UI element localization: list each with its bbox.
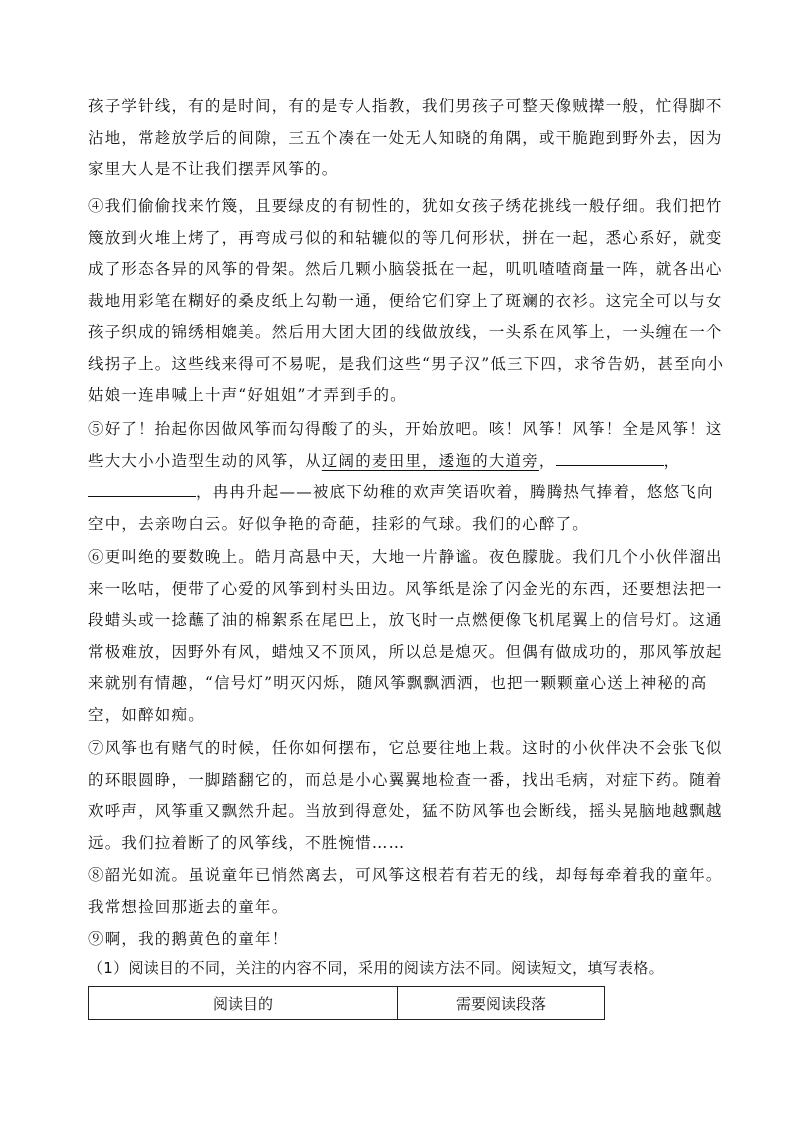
table-header-row [89,987,605,1020]
paragraph-9: ⑨啊，我的鹅黄色的童年！ [88,930,289,948]
paragraph-5-separator-2: ， [663,451,681,470]
question-1: （1）阅读目的不同，关注的内容不同，采用的阅读方法不同。阅读短文，填写表格。 [88,959,664,977]
paragraph-8: ⑧韶光如流。虽说童年已悄然离去，可风筝这根若有若无的线，却每每牵着我的童年。我常想捡回那逝去的童年。 [88,866,723,916]
table-header-purpose: 阅读目的 [89,987,398,1020]
paragraph-6: ⑥更叫绝的要数晚上。皓月高悬中天，大地一片静谧。夜色朦胧。我们几个小伙伴溜出来一吆咕，便带了心爱的风筝到村头田边。风筝纸是涂了闪金光的东西，还要想法把一段蜡头或一捻蘸了油的棉絮系在尾巴上，放飞时一点燃便像飞机尾翼上的信号灯。这通常极难放，因野外有风，蜡烛又不顶风，所以总是熄灭。但偶有做成功的，那风筝放起来就别有情趣，“信号灯”明灭闪烁，随风筝飘飘洒洒，也把一颗颗童心送上神秘的高空，如醉如痴。 [88,548,723,724]
table-header-paragraphs: 需要阅读段落 [398,987,605,1020]
reading-table [88,986,605,1020]
paragraph-7: ⑦风筝也有赌气的时候，任你如何摆布，它总要往地上栽。这时的小伙伴决不会张飞似的环眼圆睁，一脚踏翻它的，而总是小心翼翼地检查一番，找出毛病，对症下药。随着欢呼声，风筝重又飘然升起。当放到得意处，猛不防风筝也会断线，摇头晃脑地越飘越远。我们拉着断了的风筝线，不胜惋惜…… [88,739,723,852]
fill-blank-2[interactable] [88,495,196,497]
fill-blank-1[interactable] [556,464,664,466]
paragraph-5-separator-1: ， [538,451,556,470]
paragraph-intro: 孩子学针线，有的是时间，有的是专人指教，我们男孩子可整天像贼撵一般，忙得脚不沾地，常趁放学后的间隙，三五个凑在一处无人知晓的角隅，或干脆跑到野外去，因为家里大人是不让我们摆弄风筝的。 [88,97,723,178]
paragraph-5-text-b: ，冉冉升起——被底下幼稚的欢声笑语吹着，腾腾热气捧着，悠悠飞向空中，去亲吻白云。好似争艳的奇葩，挂彩的气球。我们的心醉了。 [88,483,714,533]
paragraph-5-underlined-phrase: 辽阔的麦田里，逶迤的大道旁 [321,451,539,470]
paragraph-5-text-a: ⑤好了！抬起你因做风筝而勾得酸了的头，开始放吧。咳！风筝！风筝！全是风筝！这些大大小小造型生动的风筝，从 [88,420,723,470]
paragraph-4: ④我们偷偷找来竹篾，且要绿皮的有韧性的，犹如女孩子绣花挑线一般仔细。我们把竹篾放到火堆上烤了，再弯成弓似的和轱辘似的等几何形状，拼在一起，悉心系好，就变成了形态各异的风筝的骨架。然后几颗小脑袋抵在一起，叽叽喳喳商量一阵，就各出心裁地用彩笔在糊好的桑皮纸上勾勒一通，便给它们穿上了斑斓的衣衫。这完全可以与女孩子织成的锦绣相媲美。然后用大团大团的线做放线，一头系在风筝上，一头缠在一个线拐子上。这些线来得可不易呢，是我们这些“男子汉”低三下四，求爷告奶，甚至向小姑娘一连串喊上十声“好姐姐”才弄到手的。 [88,197,725,404]
paragraph-5 [88,414,728,540]
